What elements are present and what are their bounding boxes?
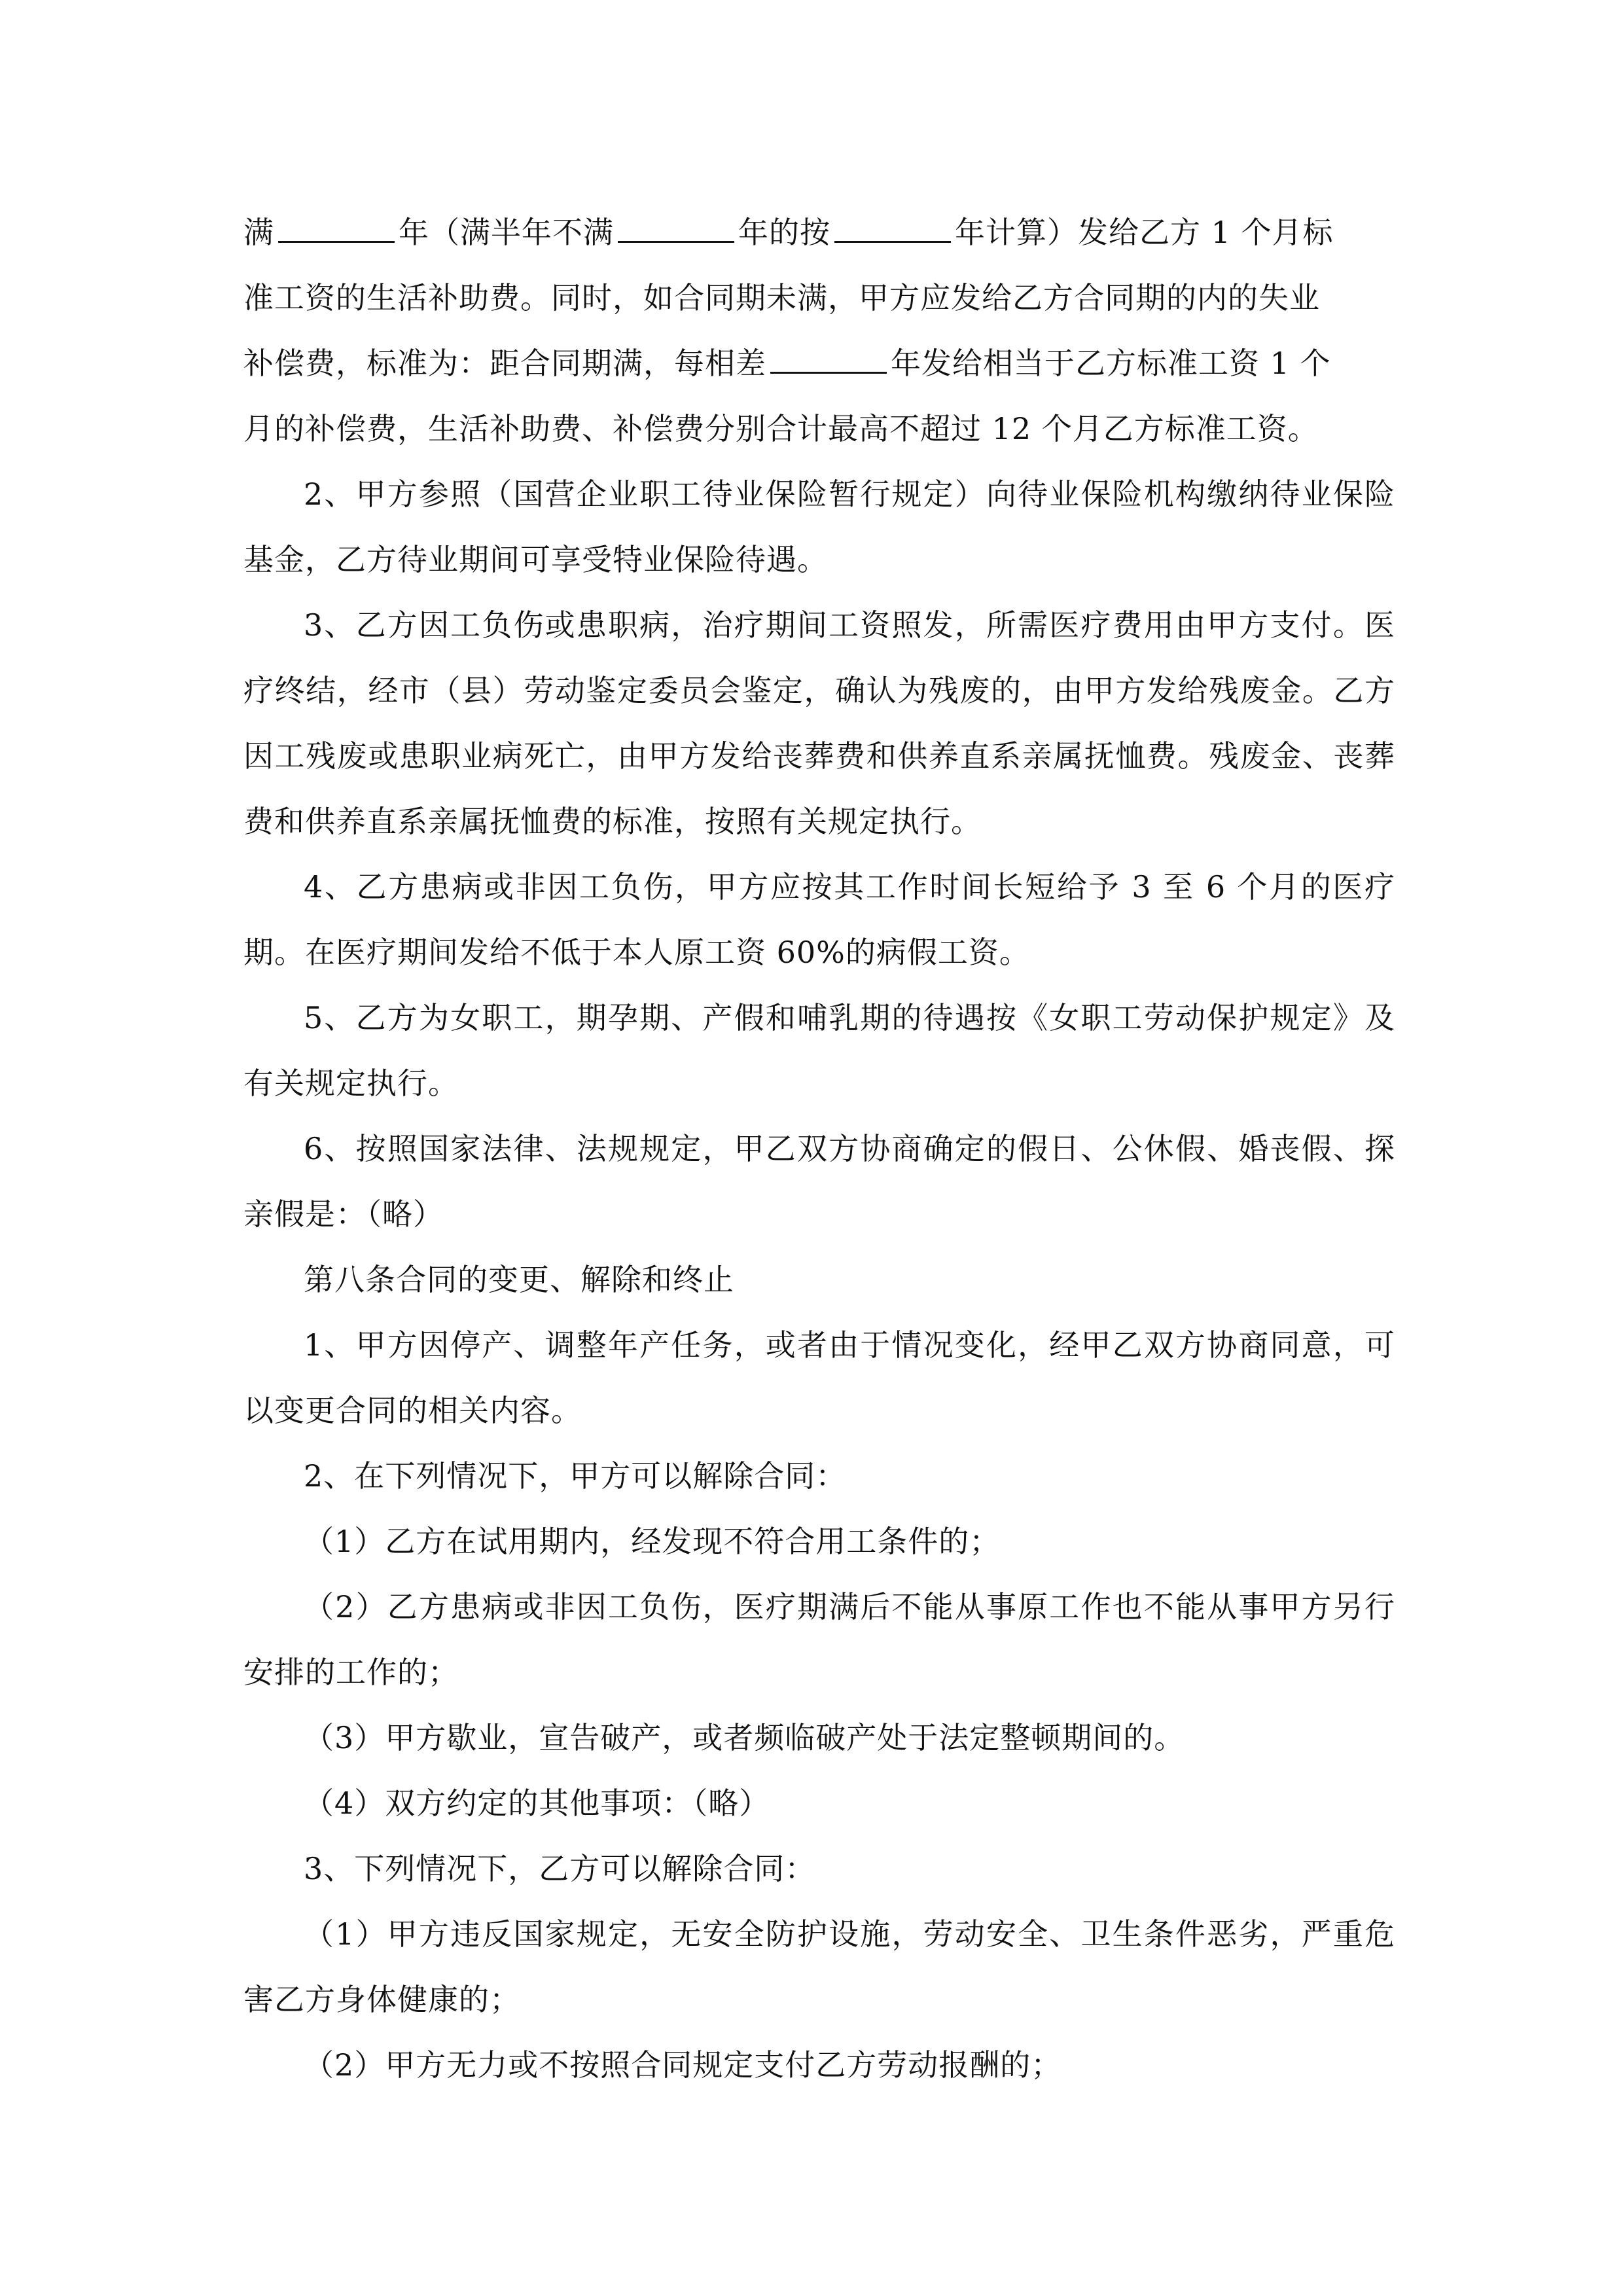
paragraph-continuation <box>243 200 1395 461</box>
document-body <box>243 200 1395 2098</box>
list-item: （4）双方约定的其他事项：（略） <box>304 1785 770 1821</box>
fill-blank <box>278 212 395 243</box>
paragraph-female-workers: 5、乙方为女职工，期孕期、产假和哺乳期的待遇按《女职工劳动保护规定》及有关规定执行。 <box>243 1000 1395 1101</box>
text-line: 月的补偿费，生活补助费、补偿费分别合计最高不超过 12 个月乙方标准工资。 <box>243 411 1319 446</box>
paragraph-unemployment-insurance: 2、甲方参照（国营企业职工待业保险暂行规定）向待业保险机构缴纳待业保险基金，乙方待业期间可享受特业保险待遇。 <box>243 476 1395 577</box>
text-fragment: 满 <box>243 215 274 250</box>
fill-blank <box>834 212 951 243</box>
text-fragment: 年（满半年不满 <box>399 215 614 250</box>
paragraph-employer-termination: 2、在下列情况下，甲方可以解除合同： <box>304 1458 847 1494</box>
text-fragment: 年的按 <box>738 215 830 250</box>
paragraph-contract-change: 1、甲方因停产、调整年产任务，或者由于情况变化，经甲乙双方协商同意，可以变更合同的相关内容。 <box>243 1327 1395 1428</box>
list-item: （2）甲方无力或不按照合同规定支付乙方劳动报酬的； <box>304 2047 1062 2083</box>
text-line <box>243 200 1395 265</box>
paragraph-employee-termination: 3、下列情况下，乙方可以解除合同： <box>304 1851 816 1886</box>
list-item: （1）甲方违反国家规定，无安全防护设施，劳动安全、卫生条件恶劣，严重危害乙方身体健康的； <box>243 1916 1395 2017</box>
paragraph-holidays: 6、按照国家法律、法规规定，甲乙双方协商确定的假日、公休假、婚丧假、探亲假是：（略） <box>243 1131 1395 1232</box>
text-fragment: 年发给相当于乙方标准工资 1 个 <box>891 346 1331 381</box>
text-line: 准工资的生活补助费。同时，如合同期未满，甲方应发给乙方合同期的内的失业 <box>243 280 1320 315</box>
list-item: （1）乙方在试用期内，经发现不符合用工条件的； <box>304 1524 1001 1559</box>
article-eight-heading: 第八条合同的变更、解除和终止 <box>304 1262 734 1297</box>
list-item: （2）乙方患病或非因工负伤，医疗期满后不能从事原工作也不能从事甲方另行安排的工作的； <box>243 1589 1395 1690</box>
fill-blank <box>770 343 887 374</box>
paragraph-sick-leave: 4、乙方患病或非因工负伤，甲方应按其工作时间长短给予 3 至 6 个月的医疗期。在医疗期间发给不低于本人原工资 60%的病假工资。 <box>243 869 1395 970</box>
text-line <box>243 331 1395 396</box>
paragraph-work-injury: 3、乙方因工负伤或患职病，治疗期间工资照发，所需医疗费用由甲方支付。医疗终结，经市（县）劳动鉴定委员会鉴定，确认为残废的，由甲方发给残废金。乙方因工残废或患职业病死亡，由甲方发给丧葬费和供养直系亲属抚恤费。残废金、丧葬费和供养直系亲属抚恤费的标准，按照有关规定执行。 <box>243 607 1395 839</box>
fill-blank <box>618 212 734 243</box>
text-fragment: 补偿费，标准为：距合同期满，每相差 <box>243 346 766 381</box>
list-item: （3）甲方歇业，宣告破产，或者频临破产处于法定整顿期间的。 <box>304 1720 1185 1755</box>
text-fragment: 年计算）发给乙方 1 个月标 <box>955 215 1334 250</box>
